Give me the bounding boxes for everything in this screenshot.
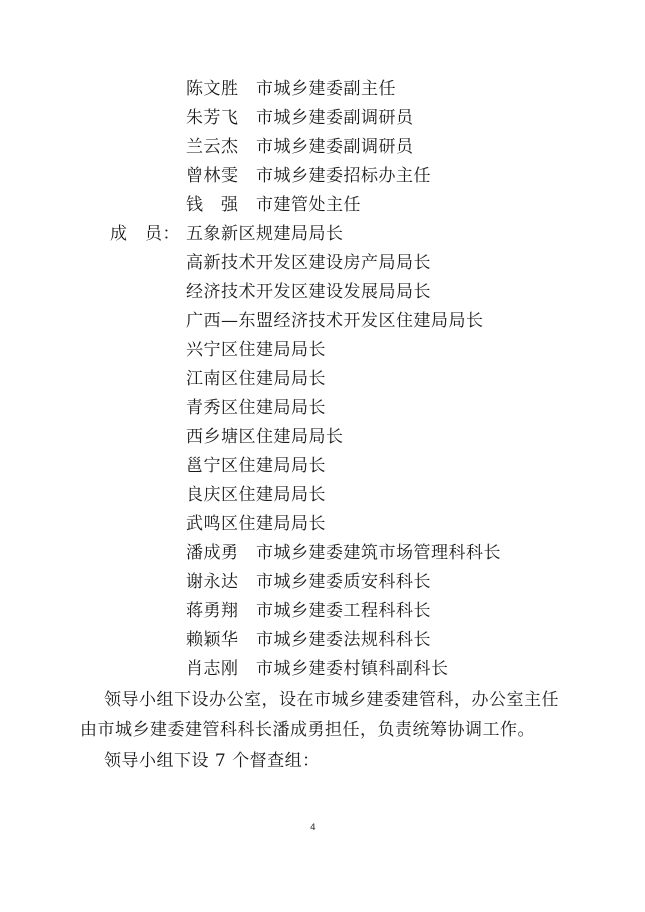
- member-row: [186, 571, 431, 593]
- member-name: 赖颖华: [186, 630, 239, 650]
- member-name: 兰云杰: [186, 137, 239, 157]
- member-title: 市城乡建委工程科科长: [256, 601, 431, 621]
- member-unit: 青秀区住建局局长: [186, 398, 326, 418]
- member-title: 市城乡建委法规科科长: [256, 630, 431, 650]
- member-name: 蒋勇翔: [186, 601, 239, 621]
- member-name: 肖志刚: [186, 659, 239, 679]
- member-name: 陈文胜: [186, 79, 239, 99]
- paragraph-text: 领导小组下设办公室，设在市城乡建委建管科，办公室主任: [104, 690, 559, 710]
- member-row: [186, 600, 431, 622]
- member-name: 朱芳飞: [186, 108, 239, 128]
- member-row: [186, 78, 396, 100]
- member-unit: 邕宁区住建局局长: [186, 456, 326, 476]
- page-number: 4: [310, 823, 316, 833]
- member-unit: 武鸣区住建局局长: [186, 514, 326, 534]
- member-unit: 广西—东盟经济技术开发区住建局局长: [186, 311, 484, 331]
- members-label: 成 员：: [110, 224, 180, 244]
- member-row: [186, 165, 431, 187]
- member-unit: 五象新区规建局局长: [186, 224, 344, 244]
- member-row: [186, 136, 414, 158]
- paragraph-text: 领导小组下设 7 个督查组：: [104, 751, 320, 771]
- member-name: 钱 强: [186, 195, 239, 215]
- member-unit: 良庆区住建局局长: [186, 485, 326, 505]
- member-name: 曾林雯: [186, 166, 239, 186]
- member-name: 潘成勇: [186, 543, 239, 563]
- paragraph-text: 由市城乡建委建管科科长潘成勇担任，负责统筹协调工作。: [80, 720, 535, 740]
- member-unit: 经济技术开发区建设发展局局长: [186, 282, 431, 302]
- member-unit: 江南区住建局局长: [186, 369, 326, 389]
- member-title: 市城乡建委招标办主任: [256, 166, 431, 186]
- member-title: 市城乡建委建筑市场管理科科长: [256, 543, 501, 563]
- member-title: 市城乡建委副调研员: [256, 137, 414, 157]
- member-title: 市建管处主任: [256, 195, 361, 215]
- member-title: 市城乡建委村镇科副科长: [256, 659, 449, 679]
- member-row: [186, 629, 431, 651]
- member-unit: 兴宁区住建局局长: [186, 340, 326, 360]
- member-title: 市城乡建委副调研员: [256, 108, 414, 128]
- member-title: 市城乡建委副主任: [256, 79, 396, 99]
- member-title: 市城乡建委质安科科长: [256, 572, 431, 592]
- member-name: 谢永达: [186, 572, 239, 592]
- member-row: [186, 194, 361, 216]
- member-row: [186, 658, 449, 680]
- member-unit: 西乡塘区住建局局长: [186, 427, 344, 447]
- member-unit: 高新技术开发区建设房产局局长: [186, 253, 431, 273]
- member-row: [186, 542, 501, 564]
- member-row: [186, 107, 414, 129]
